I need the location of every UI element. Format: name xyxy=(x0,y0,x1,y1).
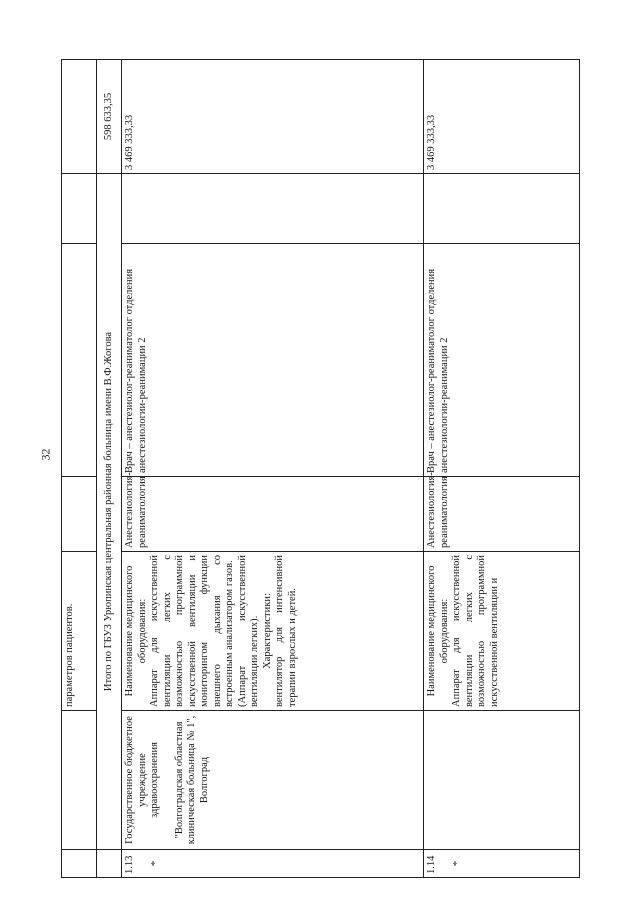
table-row-1-13 xyxy=(122,60,424,878)
equipment-body: Аппарат для искусственной вентиляции легких с возможностью программной искусственной вентиляции и xyxy=(451,555,500,707)
cell-blank-prev xyxy=(62,174,97,244)
equipment-heading: Наименование медицинского оборудования: xyxy=(124,565,148,697)
institution-type: Государственное бюджетное учреждение здравоохранения xyxy=(124,716,160,844)
cell-equipment-1-13 xyxy=(122,552,424,711)
row-number: 1.13 xyxy=(124,855,135,874)
row-star: * xyxy=(450,860,463,867)
table-row-total xyxy=(97,60,122,878)
total-label: Итого по ГБУЗ Урюпинская центральная районная больница имени В.Ф.Жогова xyxy=(97,174,122,850)
allocation-table xyxy=(61,59,580,878)
page-number: 32 xyxy=(38,448,53,461)
cell-blank-1-13 xyxy=(122,174,424,244)
cell-institution-1-14 xyxy=(424,711,580,850)
row-star: * xyxy=(148,860,161,867)
cell-position-1-14: Врач – анестезиолог-реаниматолог отделения анестезиологии-реанимации 2 xyxy=(424,244,580,477)
cell-institution-1-13 xyxy=(122,711,424,850)
table-row-prev xyxy=(62,60,97,878)
cell-num-1-13 xyxy=(122,850,424,878)
cell-num-1-14 xyxy=(424,850,580,878)
cell-position-1-13: Врач – анестезиолог-реаниматолог отделения анестезиологии-реанимации 2 xyxy=(122,244,424,477)
total-amount: 598 633,35 xyxy=(97,60,122,174)
cell-equipment-prev: параметров пациентов. xyxy=(62,552,97,711)
row-number: 1.14 xyxy=(426,855,437,874)
cell-num-total xyxy=(97,850,122,878)
cell-amount-prev xyxy=(62,60,97,174)
cell-specialty-1-14: Анестезиология-реаниматология xyxy=(424,477,580,552)
cell-amount-1-14: 3 469 333,33 xyxy=(424,60,580,174)
table-row-1-14 xyxy=(424,60,580,878)
equipment-body: Аппарат для искусственной вентиляции легких с возможностью программной искусственной вентиляции и мониторингом функции внешнего дыхания со встроенным анализатором газов. xyxy=(149,555,235,707)
cell-institution-prev xyxy=(62,711,97,850)
cell-specialty-prev xyxy=(62,477,97,552)
rotated-table-wrapper xyxy=(61,60,577,878)
institution-name: "Волгоградская областная клиническая больница № 1", Волгоград xyxy=(173,715,210,845)
cell-amount-1-13: 3 469 333,33 xyxy=(122,60,424,174)
cell-position-prev xyxy=(62,244,97,477)
cell-equipment-1-14 xyxy=(424,552,580,711)
equipment-alt: (Аппарат искусственной вентиляции легких). xyxy=(236,555,260,707)
equipment-heading: Наименование медицинского оборудования: xyxy=(426,565,450,697)
cell-specialty-1-13: Анестезиология-реаниматология xyxy=(122,477,424,552)
equipment-char: вентилятор для интенсивной терапии взрослых и детей. xyxy=(274,555,298,707)
equipment-char-label: Характеристики: xyxy=(261,593,273,669)
cell-blank-1-14 xyxy=(424,174,580,244)
cell-num-prev xyxy=(62,850,97,878)
